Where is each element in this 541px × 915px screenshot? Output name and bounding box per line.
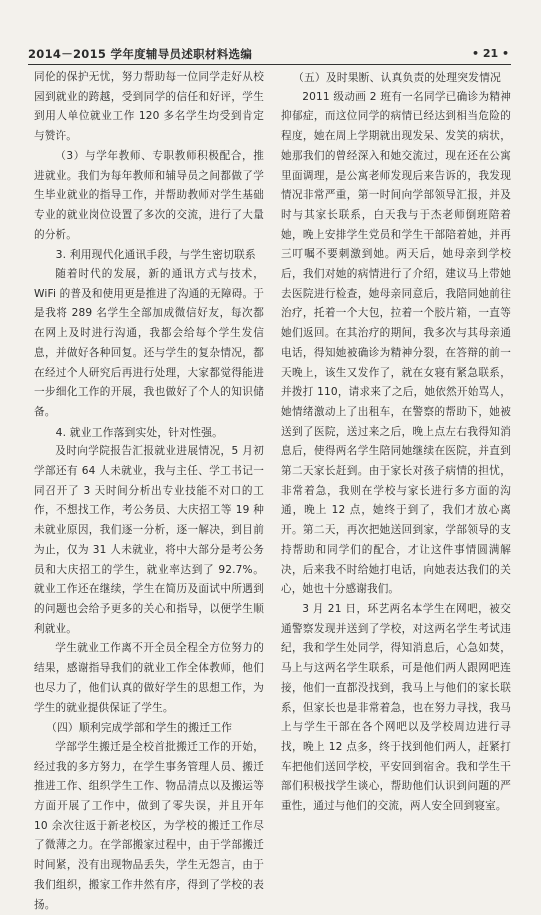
left-column: [34, 68, 264, 915]
page-header: [28, 44, 511, 65]
paragraph: 学部学生搬迁是全校首批搬迁工作的开始，经过我的多方努力，在学生事务管理人员、搬迁推进工作、组织学生工作、物品清点以及搬运等方面开展了工作中，做到了零失误，并且开年 10 余次往返于新老校区，为学校的搬迁工作尽了微薄之力。在学部搬家过程中，由于学部搬迁时间紧，没有出现物品丢失，学生无怨言，由于我们组织，搬家工作井然有序，得到了学校的表扬。: [34, 740, 264, 911]
section-heading: （五）及时果断、认真负责的处理突发情况: [293, 71, 501, 84]
paragraph: 及时向学院报告汇报就业进展情况，5 月初学部还有 64 人未就业，我与主任、学工书记一同召开了 3 天时间分析出专业技能不对口的工作，不想找工作，考公务员、大庆招工等 19 种未就业原因，我们逐一分析，逐一解决，到目前为止，仅为 31 人未就业，将中大部分是考公务员和大庆招工的学生，就业率达到了 92.7%。就业工作还在继续，学生在简历及面试中所遇到的问题也会给予更多的关心和指导，以便学生顺利就业。: [34, 445, 264, 635]
section-heading: （四）顺利完成学部和学生的搬迁工作: [46, 721, 233, 735]
paragraph: （3）与学年教师、专职教师积极配合，推进就业。我们为每年教师和辅导员之间都做了学生毕业就业的指导工作，并帮助教师对学生基础专业的就业岗位设置了多次的交流，进行了大量的分析。: [34, 149, 264, 241]
paragraph: 3 月 21 日，环艺两名本学生在网吧，被交通警察发现并送到了学校，对这两名学生考试违纪，我和学生处同学，得知消息后，心急如焚，马上与这两名学生联系，可是他们两人跟网吧连接，他们一直都没找到，我马上与他们的家长联系，但家长也是非常着急，也在努力寻找，我马上与学生干部在各个网吧以及学校周边进行寻找，晚上 12 点多，终于找到他们两人，赶紧打车把他们送回学校，平安回到宿舍。我和学生干部们积极找学生谈心，帮助他们认识到问题的严重性，通过与他们的交流，两人安全回到寝室。: [281, 602, 511, 813]
right-column: [281, 68, 511, 817]
paragraph: 2011 级动画 2 班有一名同学已确诊为精神抑郁症，而这位同学的病情已经达到相当危险的程度，她在周上学期就出现发呆、发笑的病状，她那我们的曾经深入和她交流过，现在还在公寓里面调理，是公寓老师发现后来告诉的，我发现情况非常严重，第一时间向学部领导汇报，并及时与其家长联系，白天我与于杰老师倒班陪着她，晚上安排学生党员和学生干部陪着她，并再三叮嘱不要刺激到她。两天后，她母亲到学校后，我们对她的病情进行了介绍，建议马上带她去医院进行检查，她母亲同意后，我陪同她前往治疗，托着一个大包，拉着一个胶片箱，一直等她们返回。在其治疗的期间，我多次与其母亲通电话，得知她被确诊为精神分裂，在答辩的前一天晚上，该生又发作了，就在女寝有紧急联系，并拨打 110，请求来了之后，她依然开始骂人，她情绪激动上了出租车，在警察的帮助下，她被送到了医院，送过来之后，晚上点左右我得知消息后，使得两名学生陪同她继续在医院，并直到第二天家长赶到。由于家长对孩子病情的担忧，非常着急，我则在学校与家长进行多方面的沟通，晚上 12 点，她终于到了，我们才放心离开。第二天，再次把她送回到家，学部领导的支持帮助和同学们的配合，才让这件事情圆满解决，后来我不时给她打电话，向她表达我们的关心，她也十分感谢我们。: [281, 90, 511, 596]
header-title: 2014－2015 学年度辅导员述职材料选编: [28, 47, 253, 61]
paragraph: 同伦的保护无忧，努力帮助每一位同学走好从校园到就业的跨越，受到同学的信任和好评，学生到用人单位就业工作 120 多名学生均受到肯定与赞许。: [34, 71, 264, 143]
paragraph: 学生就业工作离不开全员全程全方位努力的结果，感谢指导我们的就业工作全体教师，他们也尽力了，他们认真的做好学生的思想工作，为学生的就业提供保证了学生。: [34, 642, 264, 714]
section-heading: 3. 利用现代化通讯手段，与学生密切联系: [55, 248, 256, 262]
page-number: • 21 •: [471, 47, 509, 60]
section-heading: 4. 就业工作落到实处，针对性强。: [55, 425, 224, 439]
paragraph: 随着时代的发展，新的通讯方式与技术，WiFi 的普及和使用更是推进了沟通的无障碍。于是我将 289 名学生全部加成微信好友，每次都在网上及时进行沟通，我都会给每个学生发信息，并做好各种回复。还与学生的复杂情况，都在经过个人研究后再进行处理，大家都觉得能进一步细化工作的开展，我也做好了个人的知识储备。: [34, 268, 264, 418]
